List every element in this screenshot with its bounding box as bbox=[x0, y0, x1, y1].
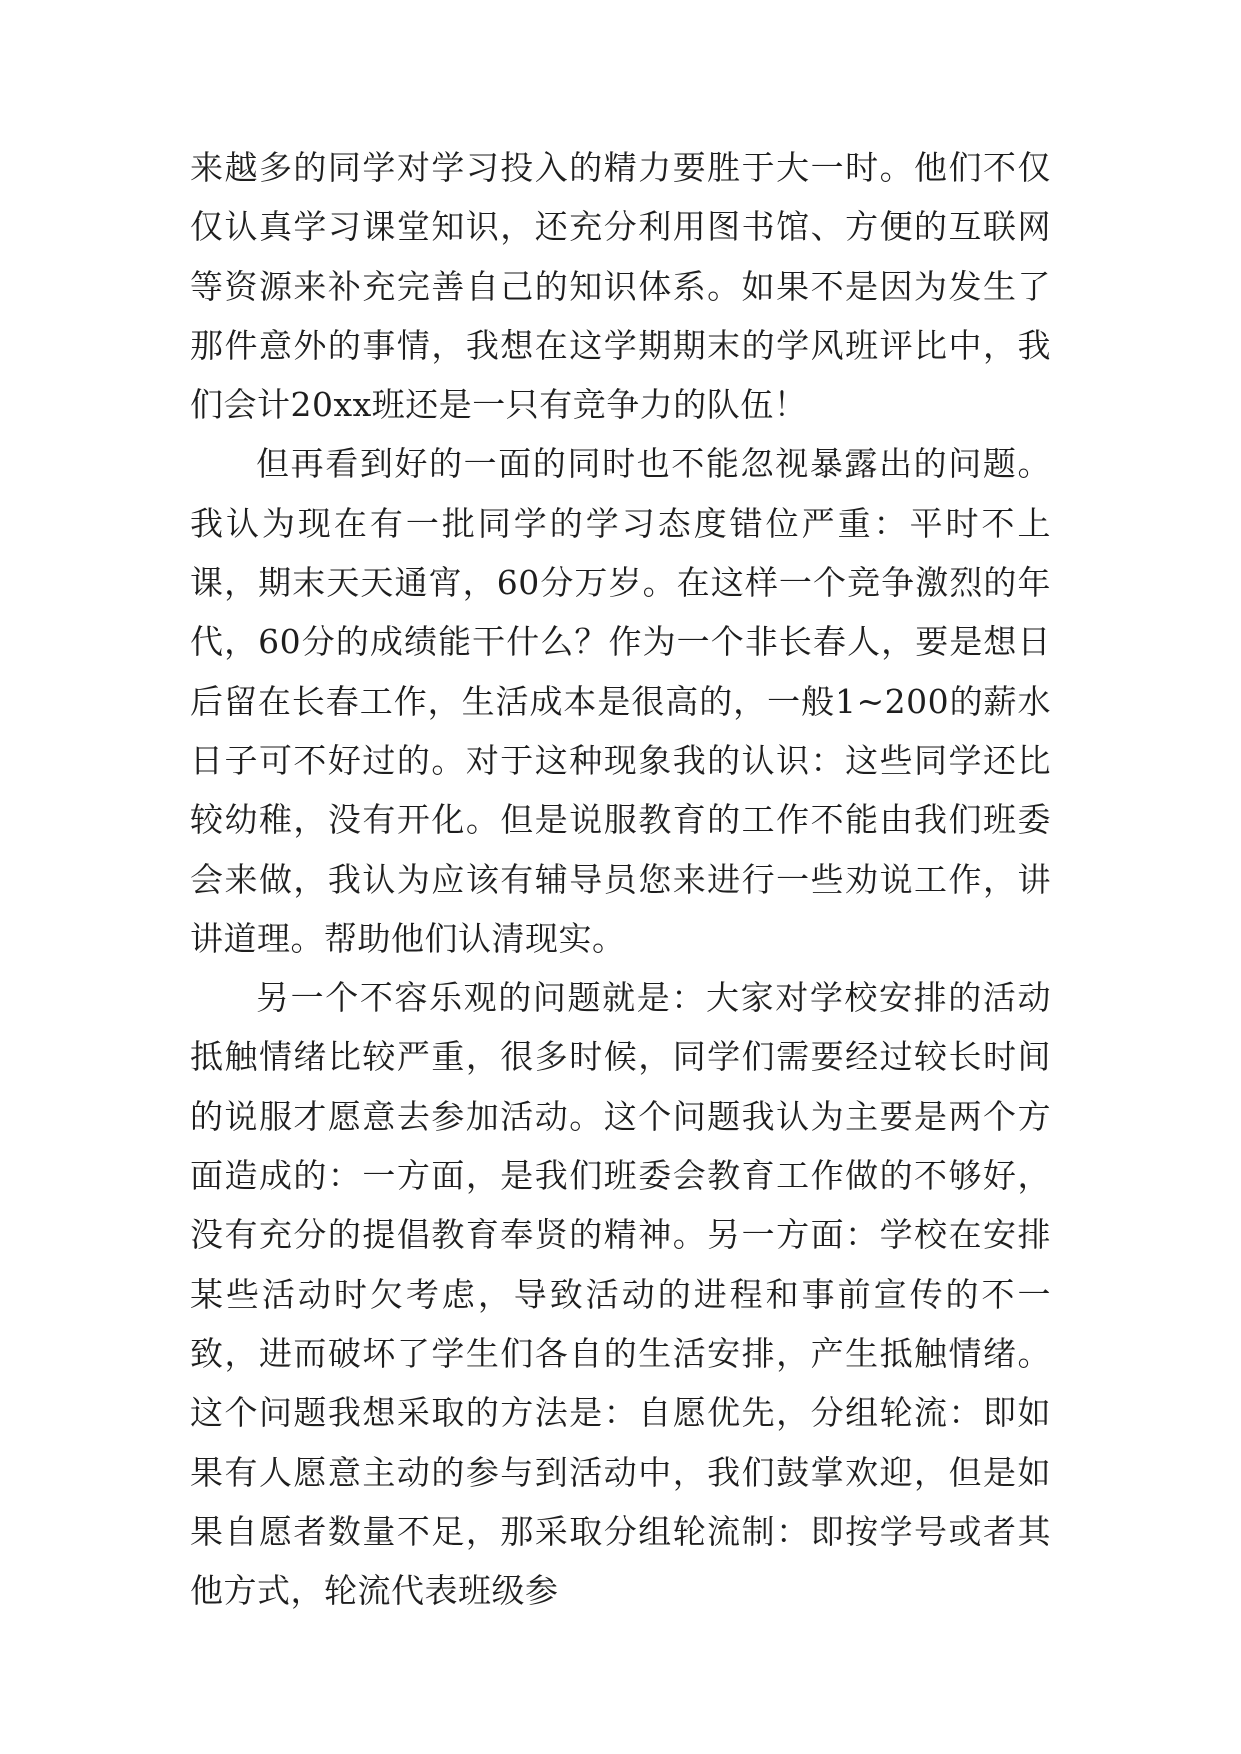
paragraph-1: 来越多的同学对学习投入的精力要胜于大一时。他们不仅仅认真学习课堂知识，还充分利用图书馆、方便的互联网等资源来补充完善自己的知识体系。如果不是因为发生了那件意外的事情，我想在这学期期末的学风班评比中，我们会计20xx班还是一只有竞争力的队伍！ bbox=[190, 148, 1051, 425]
document-body bbox=[190, 138, 1051, 1620]
paragraph-2: 但再看到好的一面的同时也不能忽视暴露出的问题。我认为现在有一批同学的学习态度错位严重：平时不上课，期末天天通宵，60分万岁。在这样一个竞争激烈的年代，60分的成绩能干什么？作为一个非长春人，要是想日后留在长春工作，生活成本是很高的，一般1~200的薪水日子可不好过的。对于这种现象我的认识：这些同学还比较幼稚，没有开化。但是说服教育的工作不能由我们班委会来做，我认为应该有辅导员您来进行一些劝说工作，讲讲道理。帮助他们认清现实。 bbox=[190, 444, 1051, 958]
paragraph-3: 另一个不容乐观的问题就是：大家对学校安排的活动抵触情绪比较严重，很多时候，同学们需要经过较长时间的说服才愿意去参加活动。这个问题我认为主要是两个方面造成的：一方面，是我们班委会教育工作做的不够好，没有充分的提倡教育奉贤的精神。另一方面：学校在安排某些活动时欠考虑，导致活动的进程和事前宣传的不一致，进而破坏了学生们各自的生活安排，产生抵触情绪。这个问题我想采取的方法是：自愿优先，分组轮流：即如果有人愿意主动的参与到活动中，我们鼓掌欢迎，但是如果自愿者数量不足，那采取分组轮流制：即按学号或者其他方式，轮流代表班级参 bbox=[190, 978, 1051, 1611]
